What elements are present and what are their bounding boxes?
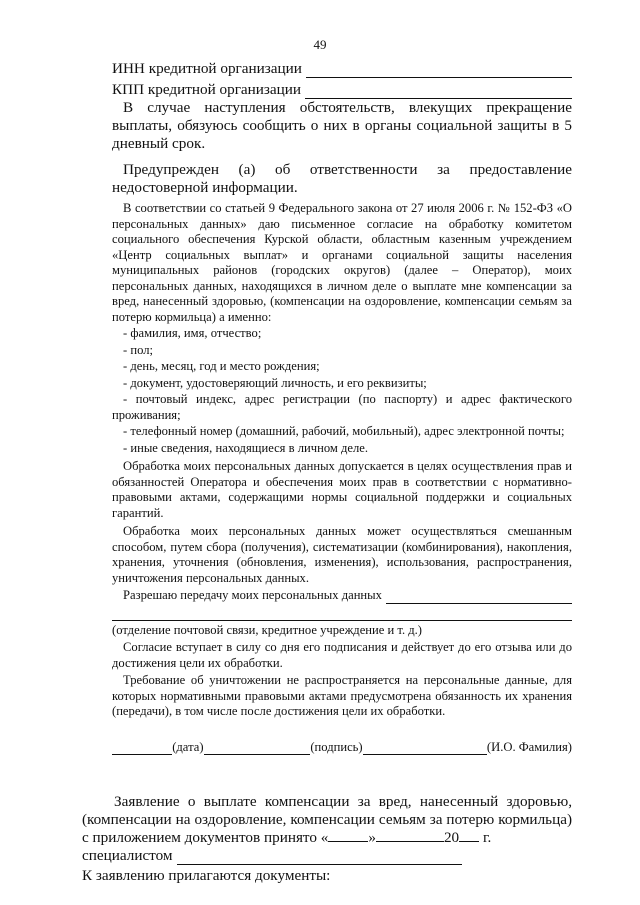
kpp-input-line[interactable] (305, 85, 572, 99)
consent-text: В соответствии со статьей 9 Федерального закона от 27 июля 2006 г. № 152-ФЗ «О персональных данных» даю письменное согласие на обработку комитетом социального обеспечения Курской области, областным казенным учреждением «Центр социальных выплат» и органами социальной защиты населения муниципальных районов (городских округов) (далее – Оператор), моих персональных данных, находящихся в личном деле о выплате мне компенсации за вред, нанесенный здоровью, (компенсации на оздоровление, компенсации семьям за потерю кормильца) а именно: (112, 201, 572, 324)
specialist-label: специалистом (82, 847, 173, 864)
destruction-paragraph: Требование об уничтожении не распространяется на персональные данные, для которых нормативными правовыми актами предусмотрена обязанность их хранения (передачи), в том числе после достижения цели их обработки. (112, 673, 572, 718)
list-item: - почтовый индекс, адрес регистрации (по паспорту) и адрес фактического проживания; (112, 392, 572, 422)
statement-paragraph (82, 793, 572, 847)
specialist-input-line[interactable] (177, 851, 462, 865)
inn-label: ИНН кредитной организации (112, 60, 302, 77)
transfer-input-line-2[interactable] (112, 606, 572, 621)
list-item: - день, месяц, год и место рождения; (123, 359, 320, 373)
list-item: - документ, удостоверяющий личность, и его реквизиты; (123, 375, 427, 390)
date-label: (дата) (172, 739, 204, 754)
document-body (82, 58, 572, 885)
list-item: - иные сведения, находящиеся в личном деле. (123, 440, 369, 455)
statement-day-line[interactable] (328, 841, 368, 842)
transfer-field (112, 588, 572, 604)
transfer-note: (отделение почтовой связи, кредитное учреждение и т. д.) (112, 622, 422, 637)
statement-quote-close: » (368, 829, 376, 846)
statement-year-line[interactable] (459, 841, 479, 842)
consent-paragraph (112, 201, 572, 325)
obligation-paragraph (0, 99, 572, 153)
obligation-text: В случае наступления обстоятельств, влекущих прекращение выплаты, обязуюсь сообщить о них в органы социальной защиты в 5 дневный срок. (112, 99, 572, 152)
processing-method-paragraph: Обработка моих персональных данных может осуществляться смешанным способом, путем сбора (получения), систематизации (комбинирования), накопления, хранения, уточнения (обновления, изменения), использования, распространения, уничтожения персональных данных. (112, 524, 572, 585)
inn-field (112, 60, 572, 78)
list-item: - пол; (123, 342, 153, 357)
validity-paragraph: Согласие вступает в силу со дня его подписания и действует до его отзыва или до достижения цели их обработки. (112, 640, 572, 670)
warned-paragraph (112, 161, 572, 197)
statement-year-prefix: 20 (443, 829, 460, 846)
statement-block (82, 793, 572, 885)
processing-purpose-paragraph: Обработка моих персональных данных допускается в целях осуществления прав и обязанностей Оператора и обеспечения моих прав в соответствии с нормативно-правовыми актами, содержащими нормы социальной поддержки и социальных гарантий. (112, 459, 572, 520)
name-label: (И.О. Фамилия) (486, 739, 572, 754)
signature-input-line[interactable] (204, 754, 311, 755)
data-items-list (112, 326, 572, 456)
inn-input-line[interactable] (306, 64, 572, 78)
warned-text: Предупрежден (а) об ответственности за предоставление недостоверной информации. (112, 161, 572, 196)
attachments-label: К заявлению прилагаются документы: (82, 867, 331, 884)
specialist-field (82, 847, 462, 865)
list-item: - телефонный номер (домашний, рабочий, мобильный), адрес электронной почты; (123, 424, 565, 438)
signature-row (112, 740, 572, 756)
statement-month-line[interactable] (376, 841, 444, 842)
signature-label: (подпись) (310, 739, 363, 754)
page-number: 49 (313, 37, 327, 52)
statement-year-suffix: г. (482, 829, 492, 846)
transfer-input-line[interactable] (386, 590, 572, 604)
kpp-field (112, 81, 572, 99)
list-item: - фамилия, имя, отчество; (123, 326, 262, 340)
kpp-label: КПП кредитной организации (112, 81, 302, 98)
statement-text: Заявление о выплате компенсации за вред, нанесенный здоровью, (компенсации на оздоровление, компенсации семьям за потерю кормильца) с приложением документов принято « (82, 793, 572, 846)
name-input-line[interactable] (363, 754, 487, 755)
date-input-line[interactable] (112, 754, 172, 755)
transfer-label: Разрешаю передачу моих персональных данных (123, 588, 382, 602)
